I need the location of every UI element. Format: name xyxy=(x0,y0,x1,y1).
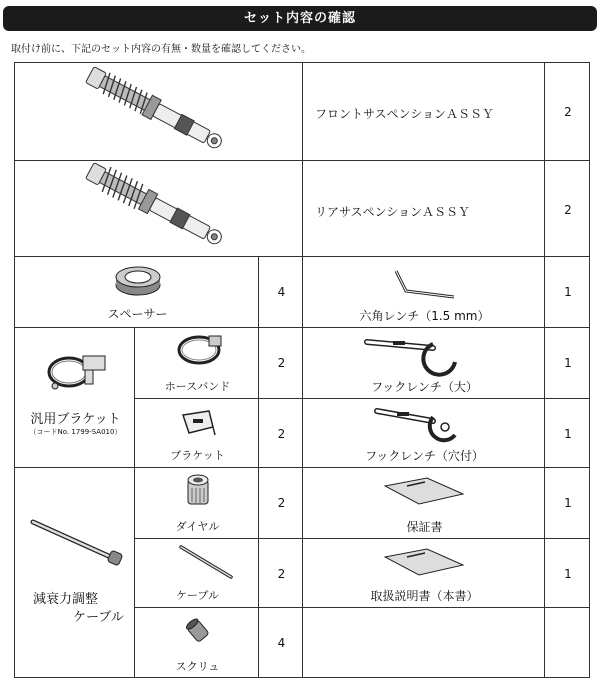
bracket-label: ブラケット xyxy=(170,449,225,462)
cable-illustration xyxy=(177,543,237,581)
dial-cell xyxy=(134,467,259,539)
manual-illustration xyxy=(381,547,467,577)
manual-cell xyxy=(302,538,545,608)
cable-qty: 2 xyxy=(277,567,286,581)
screw-illustration xyxy=(185,618,211,644)
damper-cable-illustration xyxy=(25,516,125,574)
front-qty: 2 xyxy=(564,105,572,119)
section-header: セット内容の確認 xyxy=(3,6,597,31)
hexwrench-qty-cell xyxy=(544,256,590,328)
dial-qty: 2 xyxy=(277,496,286,510)
bracket-group-label: 汎用ブラケット xyxy=(30,412,121,427)
hose-band-illustration xyxy=(175,332,225,366)
hookwrench-large-qty: 1 xyxy=(564,356,572,370)
hose-band-label: ホースバンド xyxy=(164,380,231,393)
front-suspension-label: フロントサスペンションＡＳＳＹ xyxy=(315,107,494,121)
rear-suspension-label: リアサスペンションＡＳＳＹ xyxy=(315,205,470,219)
bracket-qty: 2 xyxy=(277,427,286,441)
empty-qty-cell xyxy=(544,607,590,678)
damper-group-label-line1: 減衰力調整 xyxy=(33,592,99,607)
hexwrench-cell xyxy=(302,256,545,328)
damper-group-label-line2: ケーブル xyxy=(73,610,124,625)
spacer-qty: 4 xyxy=(277,285,286,299)
warranty-cell xyxy=(302,467,545,539)
hex-wrench-label: 六角レンチ（1.5 mm） xyxy=(359,309,490,323)
hook-wrench-large-label: フックレンチ（大） xyxy=(371,380,478,394)
spacer-label: スペーサー xyxy=(107,307,168,321)
rear-label-cell xyxy=(302,160,545,257)
bracket-illustration xyxy=(179,409,219,439)
front-qty-cell xyxy=(544,62,590,161)
front-image-cell xyxy=(14,62,303,161)
spacer-cell xyxy=(14,256,259,328)
bracket-cell xyxy=(134,398,259,468)
bracket-code: （コードNo. 1799-SA010） xyxy=(29,428,122,436)
bracket-qty-cell xyxy=(258,398,303,468)
hookwrench-hole-cell xyxy=(302,398,545,468)
spacer-illustration xyxy=(113,265,163,297)
cable-label: ケーブル xyxy=(175,589,219,602)
bracket-assembly-illustration xyxy=(43,348,109,392)
dial-illustration xyxy=(183,472,213,510)
hookwrench-hole-qty-cell xyxy=(544,398,590,468)
hoseband-cell xyxy=(134,327,259,399)
rear-qty: 2 xyxy=(564,203,572,217)
front-label-cell xyxy=(302,62,545,161)
rear-image-cell xyxy=(14,160,303,257)
hexwrench-qty: 1 xyxy=(564,285,572,299)
spacer-qty-cell xyxy=(258,256,303,328)
cable-qty-cell xyxy=(258,538,303,608)
manual-qty: 1 xyxy=(564,567,572,581)
hookwrench-large-cell xyxy=(302,327,545,399)
front-suspension-illustration xyxy=(75,71,245,156)
instruction-note: 取付け前に、下記のセット内容の有無・数量を確認してください。 xyxy=(11,44,311,55)
hook-wrench-hole-label: フックレンチ（穴付） xyxy=(365,449,484,463)
hookwrench-hole-qty: 1 xyxy=(564,427,572,441)
warranty-qty: 1 xyxy=(564,496,572,510)
rear-qty-cell xyxy=(544,160,590,257)
manual-qty-cell xyxy=(544,538,590,608)
warranty-qty-cell xyxy=(544,467,590,539)
screw-label: スクリュ xyxy=(175,660,220,673)
screw-qty: 4 xyxy=(277,636,286,650)
cable-cell xyxy=(134,538,259,608)
hoseband-qty: 2 xyxy=(277,356,286,370)
damper-group-cell xyxy=(14,467,135,678)
manual-label: 取扱説明書（本書） xyxy=(370,589,479,603)
empty-cell xyxy=(302,607,545,678)
warranty-illustration xyxy=(381,476,467,506)
rear-suspension-illustration xyxy=(75,167,245,252)
hookwrench-large-qty-cell xyxy=(544,327,590,399)
hook-wrench-large-illustration xyxy=(363,332,473,372)
dial-qty-cell xyxy=(258,467,303,539)
screw-cell xyxy=(134,607,259,678)
warranty-label: 保証書 xyxy=(406,520,443,534)
contents-table xyxy=(14,62,590,678)
hook-wrench-hole-illustration xyxy=(373,403,473,443)
dial-label: ダイヤル xyxy=(175,520,220,533)
hoseband-qty-cell xyxy=(258,327,303,399)
screw-qty-cell xyxy=(258,607,303,678)
bracket-group-cell xyxy=(14,327,135,468)
hex-wrench-illustration xyxy=(388,267,458,299)
